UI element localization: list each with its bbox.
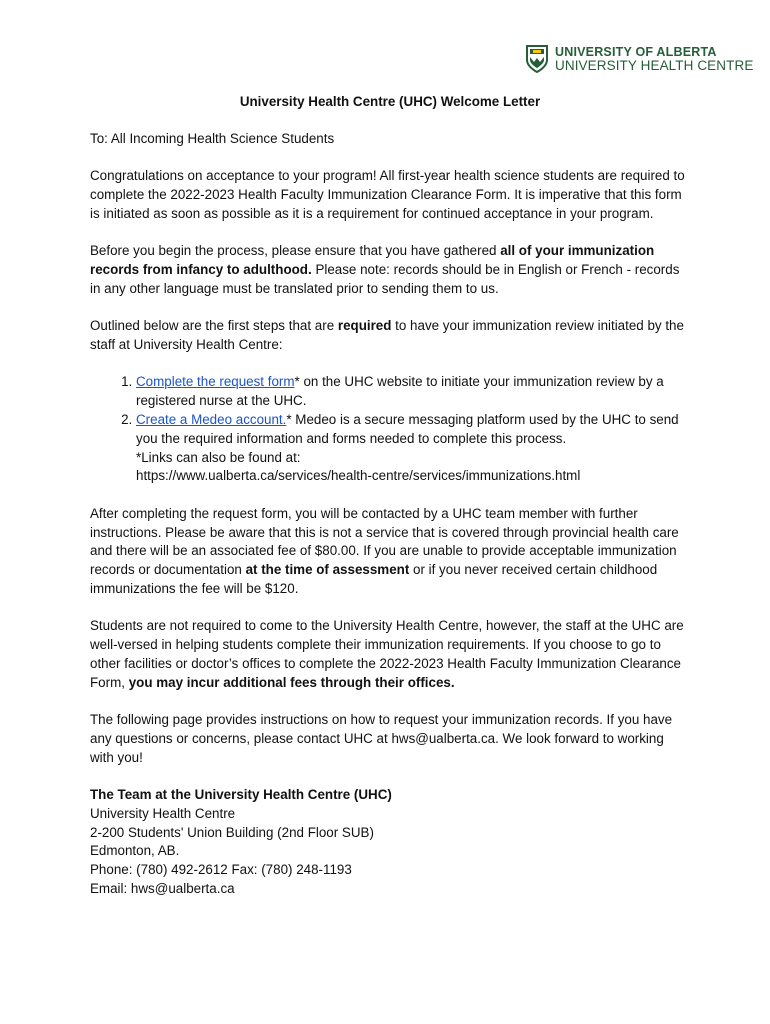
list-item: 1. Complete the request form* on the UHC website to initiate your immunization review by a registered nurse at the UHC.: [136, 373, 690, 411]
signature-city: Edmonton, AB.: [90, 843, 180, 859]
paragraph-other-facilities: Students are not required to come to the University Health Centre, however, the staff at the UHC are well-versed in helping students complete their immunization requirements. If you choose to go to other facilities or doctor’s offices to complete the 2022-2023 Health Faculty Immunization Clearance Form, you may incur additional fees through their offices.: [90, 618, 684, 690]
logo-line-health-centre: UNIVERSITY HEALTH CENTRE: [555, 58, 754, 73]
signature-name: University Health Centre: [90, 805, 236, 821]
paragraph-fees: After completing the request form, you will be contacted by a UHC team member with further instructions. Please be aware that this is not a service that is covered through provincial health care and there will be an associated fee of $80.00. If you are unable to provide acceptable immunization records or documentation at the time of assessment or if you never received certain childhood immunizations the fee will be $120.: [90, 505, 679, 596]
paragraph-contact: The following page provides instructions on how to request your immunization records. If you have any questions or concerns, please contact UHC at hws@ualberta.ca. We look forward to working with you!: [90, 712, 673, 765]
recipient-line: To: All Incoming Health Science Students: [90, 130, 335, 146]
required-emphasis: required: [337, 318, 392, 334]
list-item: 2. Create a Medeo account.* Medeo is a secure messaging platform used by the UHC to send you the required information and forms needed to complete this process. *Links can also be found at: https://www.ualberta.ca/services/health-centre/services/immunizations.html: [136, 411, 690, 486]
letter-title: University Health Centre (UHC) Welcome Letter: [239, 94, 541, 109]
assessment-emphasis: at the time of assessment: [245, 562, 410, 578]
paragraph-steps-intro: Outlined below are the first steps that are required to have your immunization review initiated by the staff at University Health Centre:: [90, 318, 684, 352]
immunizations-url: https://www.ualberta.ca/services/health-centre/services/immunizations.html: [136, 468, 581, 484]
signature-block: [90, 786, 690, 899]
additional-fees-emphasis: you may incur additional fees through their offices.: [128, 674, 455, 690]
steps-list: [90, 373, 690, 486]
links-note: *Links can also be found at:: [136, 449, 301, 465]
crest-icon: [525, 44, 549, 74]
medeo-account-link[interactable]: Create a Medeo account.: [136, 411, 287, 427]
signature-address: 2-200 Students' Union Building (2nd Floor SUB): [90, 824, 374, 840]
university-logo: [525, 44, 753, 74]
request-form-link[interactable]: Complete the request form: [136, 374, 295, 390]
signature-team: The Team at the University Health Centre (UHC): [90, 787, 392, 803]
paragraph-congratulations: Congratulations on acceptance to your program! All first-year health science students are required to complete the 2022-2023 Health Faculty Immunization Clearance Form. It is imperative that this form is initiated as soon as possible as it is a requirement for continued acceptance in your program.: [90, 168, 685, 221]
records-emphasis: all of your immunization records from infancy to adulthood.: [90, 243, 655, 277]
paragraph-records: Before you begin the process, please ensure that you have gathered all of your immunization records from infancy to adulthood. Please note: records should be in English or French - records in any other language must be translated prior to sending them to us.: [90, 243, 680, 296]
signature-phone: Phone: (780) 492-2612 Fax: (780) 248-1193: [90, 862, 352, 878]
signature-email: Email: hws@ualberta.ca: [90, 881, 235, 897]
logo-line-university: UNIVERSITY OF ALBERTA: [555, 45, 717, 59]
letter-body: [90, 93, 690, 899]
